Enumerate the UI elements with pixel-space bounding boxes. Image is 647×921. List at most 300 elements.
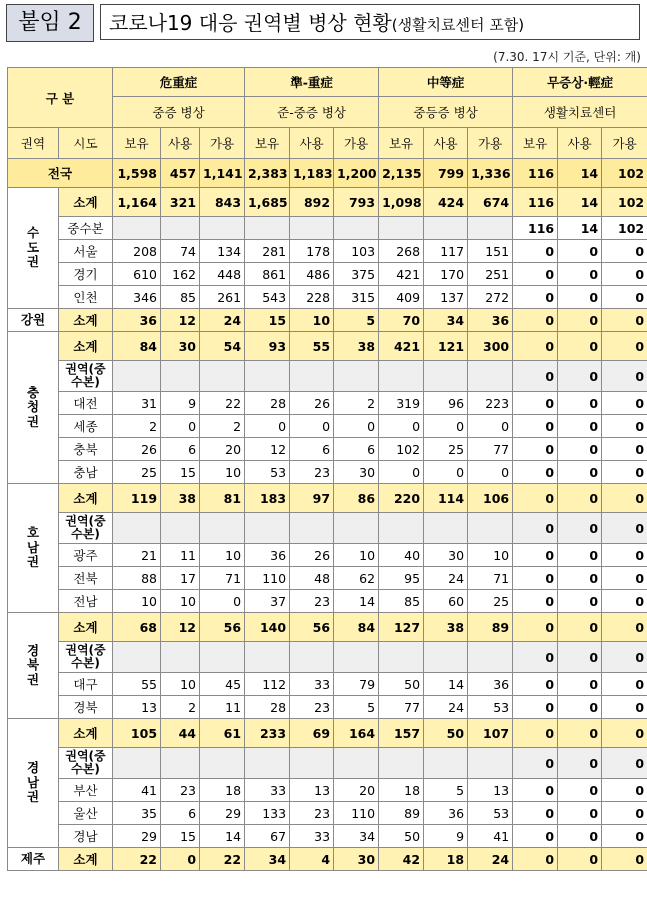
value-cell: 0 bbox=[558, 286, 602, 309]
value-cell: 0 bbox=[245, 415, 290, 438]
value-cell: 18 bbox=[424, 848, 468, 871]
value-cell: 30 bbox=[334, 848, 379, 871]
sido-label: 소계 bbox=[59, 309, 113, 332]
title-sub: (생활치료센터 포함) bbox=[391, 16, 525, 34]
value-cell: 5 bbox=[334, 309, 379, 332]
value-cell: 24 bbox=[424, 567, 468, 590]
value-cell: 54 bbox=[200, 332, 245, 361]
value-cell: 50 bbox=[424, 719, 468, 748]
value-cell: 0 bbox=[558, 309, 602, 332]
region-name: 충청권 bbox=[26, 384, 40, 429]
value-cell: 157 bbox=[379, 719, 424, 748]
value-cell: 0 bbox=[513, 309, 558, 332]
value-cell: 223 bbox=[468, 392, 513, 415]
value-cell: 23 bbox=[290, 590, 334, 613]
value-cell: 0 bbox=[602, 748, 647, 779]
value-cell: 55 bbox=[113, 673, 161, 696]
value-cell: 0 bbox=[513, 590, 558, 613]
value-cell: 35 bbox=[113, 802, 161, 825]
value-cell: 0 bbox=[513, 332, 558, 361]
value-cell: 0 bbox=[558, 613, 602, 642]
value-cell: 251 bbox=[468, 263, 513, 286]
value-cell: 843 bbox=[200, 188, 245, 217]
value-cell: 20 bbox=[200, 438, 245, 461]
value-cell bbox=[379, 513, 424, 544]
value-cell bbox=[245, 513, 290, 544]
value-cell: 105 bbox=[113, 719, 161, 748]
value-cell: 14 bbox=[334, 590, 379, 613]
value-cell: 0 bbox=[558, 438, 602, 461]
metric-header: 가용 bbox=[602, 128, 647, 159]
value-cell: 79 bbox=[334, 673, 379, 696]
value-cell: 110 bbox=[334, 802, 379, 825]
metric-header: 보유 bbox=[245, 128, 290, 159]
value-cell: 0 bbox=[558, 779, 602, 802]
table-row bbox=[8, 748, 647, 779]
value-cell bbox=[379, 361, 424, 392]
value-cell: 268 bbox=[379, 240, 424, 263]
sido-label: 세종 bbox=[59, 415, 113, 438]
value-cell: 272 bbox=[468, 286, 513, 309]
value-cell bbox=[161, 642, 200, 673]
sido-label: 소계 bbox=[59, 332, 113, 361]
value-cell: 50 bbox=[379, 825, 424, 848]
region-name: 경북권 bbox=[26, 642, 40, 687]
value-cell bbox=[424, 748, 468, 779]
value-cell: 22 bbox=[200, 392, 245, 415]
value-cell bbox=[200, 748, 245, 779]
value-cell: 0 bbox=[602, 567, 647, 590]
value-cell: 134 bbox=[200, 240, 245, 263]
value-cell: 220 bbox=[379, 484, 424, 513]
value-cell: 6 bbox=[161, 802, 200, 825]
value-cell: 0 bbox=[558, 567, 602, 590]
value-cell: 0 bbox=[513, 392, 558, 415]
value-cell: 71 bbox=[200, 567, 245, 590]
value-cell: 10 bbox=[200, 461, 245, 484]
value-cell: 26 bbox=[290, 392, 334, 415]
table-row bbox=[8, 802, 647, 825]
sido-label: 광주 bbox=[59, 544, 113, 567]
metric-header: 사용 bbox=[424, 128, 468, 159]
value-cell: 26 bbox=[290, 544, 334, 567]
value-cell: 0 bbox=[602, 415, 647, 438]
value-cell bbox=[290, 748, 334, 779]
value-cell: 25 bbox=[113, 461, 161, 484]
value-cell: 0 bbox=[424, 461, 468, 484]
metric-header: 보유 bbox=[113, 128, 161, 159]
value-cell: 457 bbox=[161, 159, 200, 188]
value-cell bbox=[468, 361, 513, 392]
value-cell: 0 bbox=[602, 590, 647, 613]
value-cell: 33 bbox=[245, 779, 290, 802]
value-cell: 14 bbox=[200, 825, 245, 848]
value-cell: 17 bbox=[161, 567, 200, 590]
value-cell: 892 bbox=[290, 188, 334, 217]
value-cell: 95 bbox=[379, 567, 424, 590]
sido-label: 서울 bbox=[59, 240, 113, 263]
value-cell: 2 bbox=[334, 392, 379, 415]
value-cell: 89 bbox=[379, 802, 424, 825]
table-row bbox=[8, 590, 647, 613]
table-row bbox=[8, 361, 647, 392]
value-cell: 9 bbox=[424, 825, 468, 848]
value-cell: 0 bbox=[558, 825, 602, 848]
value-cell bbox=[161, 361, 200, 392]
region-label bbox=[8, 719, 59, 848]
value-cell: 50 bbox=[379, 673, 424, 696]
value-cell: 61 bbox=[200, 719, 245, 748]
value-cell: 0 bbox=[513, 567, 558, 590]
value-cell: 10 bbox=[200, 544, 245, 567]
value-cell: 1,685 bbox=[245, 188, 290, 217]
value-cell: 70 bbox=[379, 309, 424, 332]
value-cell: 1,141 bbox=[200, 159, 245, 188]
value-cell bbox=[200, 513, 245, 544]
value-cell: 2,135 bbox=[379, 159, 424, 188]
sido-label: 소계 bbox=[59, 848, 113, 871]
table-row bbox=[8, 696, 647, 719]
value-cell: 30 bbox=[424, 544, 468, 567]
value-cell: 127 bbox=[379, 613, 424, 642]
value-cell: 102 bbox=[379, 438, 424, 461]
value-cell: 861 bbox=[245, 263, 290, 286]
value-cell: 0 bbox=[558, 461, 602, 484]
value-cell: 81 bbox=[200, 484, 245, 513]
value-cell: 321 bbox=[161, 188, 200, 217]
value-cell bbox=[161, 217, 200, 240]
value-cell: 0 bbox=[290, 415, 334, 438]
sido-label: 충북 bbox=[59, 438, 113, 461]
region-header: 권역 bbox=[8, 128, 59, 159]
value-cell: 102 bbox=[602, 159, 647, 188]
value-cell bbox=[424, 642, 468, 673]
value-cell: 23 bbox=[290, 461, 334, 484]
value-cell: 183 bbox=[245, 484, 290, 513]
value-cell: 77 bbox=[468, 438, 513, 461]
sido-label: 권역(중수본) bbox=[59, 513, 113, 544]
group-name-4: 생활치료센터 bbox=[513, 97, 647, 128]
value-cell: 162 bbox=[161, 263, 200, 286]
region-label bbox=[8, 613, 59, 719]
value-cell: 56 bbox=[200, 613, 245, 642]
value-cell: 0 bbox=[602, 361, 647, 392]
value-cell: 60 bbox=[424, 590, 468, 613]
value-cell: 0 bbox=[602, 613, 647, 642]
value-cell: 110 bbox=[245, 567, 290, 590]
value-cell: 69 bbox=[290, 719, 334, 748]
value-cell: 315 bbox=[334, 286, 379, 309]
value-cell: 0 bbox=[513, 642, 558, 673]
sido-label: 대구 bbox=[59, 673, 113, 696]
value-cell: 0 bbox=[513, 613, 558, 642]
value-cell: 0 bbox=[468, 461, 513, 484]
value-cell: 674 bbox=[468, 188, 513, 217]
value-cell: 53 bbox=[245, 461, 290, 484]
value-cell: 421 bbox=[379, 263, 424, 286]
value-cell bbox=[200, 642, 245, 673]
value-cell: 34 bbox=[245, 848, 290, 871]
table-row bbox=[8, 415, 647, 438]
value-cell: 140 bbox=[245, 613, 290, 642]
value-cell: 44 bbox=[161, 719, 200, 748]
sido-header: 시도 bbox=[59, 128, 113, 159]
sido-label: 부산 bbox=[59, 779, 113, 802]
value-cell: 116 bbox=[513, 217, 558, 240]
value-cell: 0 bbox=[558, 848, 602, 871]
table-row bbox=[8, 240, 647, 263]
value-cell: 0 bbox=[602, 696, 647, 719]
value-cell: 10 bbox=[161, 673, 200, 696]
value-cell: 151 bbox=[468, 240, 513, 263]
value-cell bbox=[424, 361, 468, 392]
value-cell: 18 bbox=[379, 779, 424, 802]
value-cell: 34 bbox=[334, 825, 379, 848]
value-cell: 33 bbox=[290, 673, 334, 696]
sido-label: 경남 bbox=[59, 825, 113, 848]
value-cell: 0 bbox=[558, 719, 602, 748]
value-cell bbox=[424, 217, 468, 240]
value-cell: 116 bbox=[513, 188, 558, 217]
value-cell: 0 bbox=[513, 461, 558, 484]
table-row bbox=[8, 263, 647, 286]
value-cell: 178 bbox=[290, 240, 334, 263]
sido-label: 소계 bbox=[59, 484, 113, 513]
value-cell: 88 bbox=[113, 567, 161, 590]
value-cell: 15 bbox=[245, 309, 290, 332]
value-cell: 117 bbox=[424, 240, 468, 263]
value-cell: 84 bbox=[113, 332, 161, 361]
value-cell: 0 bbox=[602, 848, 647, 871]
value-cell: 23 bbox=[290, 696, 334, 719]
sido-label: 소계 bbox=[59, 719, 113, 748]
table-row bbox=[8, 286, 647, 309]
sido-label: 경기 bbox=[59, 263, 113, 286]
doc-title bbox=[100, 4, 640, 40]
value-cell: 793 bbox=[334, 188, 379, 217]
value-cell: 40 bbox=[379, 544, 424, 567]
value-cell: 300 bbox=[468, 332, 513, 361]
value-cell: 15 bbox=[161, 461, 200, 484]
value-cell: 281 bbox=[245, 240, 290, 263]
value-cell bbox=[334, 513, 379, 544]
value-cell: 2,383 bbox=[245, 159, 290, 188]
metric-header: 사용 bbox=[290, 128, 334, 159]
value-cell bbox=[161, 748, 200, 779]
value-cell: 233 bbox=[245, 719, 290, 748]
table-row bbox=[8, 159, 647, 188]
value-cell: 89 bbox=[468, 613, 513, 642]
value-cell: 84 bbox=[334, 613, 379, 642]
value-cell: 2 bbox=[113, 415, 161, 438]
value-cell: 29 bbox=[200, 802, 245, 825]
metric-header: 사용 bbox=[558, 128, 602, 159]
value-cell: 37 bbox=[245, 590, 290, 613]
value-cell: 23 bbox=[161, 779, 200, 802]
table-row bbox=[8, 567, 647, 590]
value-cell: 0 bbox=[602, 461, 647, 484]
value-cell: 0 bbox=[558, 392, 602, 415]
value-cell: 0 bbox=[513, 513, 558, 544]
value-cell: 0 bbox=[513, 802, 558, 825]
value-cell bbox=[113, 642, 161, 673]
metric-header: 사용 bbox=[161, 128, 200, 159]
value-cell: 121 bbox=[424, 332, 468, 361]
value-cell bbox=[379, 217, 424, 240]
value-cell bbox=[245, 217, 290, 240]
value-cell: 0 bbox=[602, 825, 647, 848]
value-cell: 36 bbox=[424, 802, 468, 825]
value-cell: 0 bbox=[558, 590, 602, 613]
value-cell: 0 bbox=[513, 544, 558, 567]
value-cell: 0 bbox=[602, 779, 647, 802]
value-cell: 0 bbox=[200, 590, 245, 613]
value-cell: 97 bbox=[290, 484, 334, 513]
value-cell: 25 bbox=[468, 590, 513, 613]
value-cell: 6 bbox=[161, 438, 200, 461]
table-row bbox=[8, 188, 647, 217]
value-cell: 0 bbox=[513, 848, 558, 871]
value-cell: 0 bbox=[558, 240, 602, 263]
value-cell: 0 bbox=[602, 802, 647, 825]
value-cell: 30 bbox=[161, 332, 200, 361]
value-cell: 12 bbox=[161, 613, 200, 642]
sido-label: 경북 bbox=[59, 696, 113, 719]
table-row bbox=[8, 779, 647, 802]
value-cell: 36 bbox=[113, 309, 161, 332]
value-cell: 0 bbox=[602, 286, 647, 309]
metric-header: 보유 bbox=[513, 128, 558, 159]
metric-header: 가용 bbox=[334, 128, 379, 159]
value-cell: 409 bbox=[379, 286, 424, 309]
sido-label: 권역(중수본) bbox=[59, 642, 113, 673]
value-cell: 0 bbox=[558, 802, 602, 825]
value-cell: 85 bbox=[379, 590, 424, 613]
value-cell: 2 bbox=[200, 415, 245, 438]
value-cell bbox=[113, 217, 161, 240]
value-cell: 86 bbox=[334, 484, 379, 513]
region-name: 강원 bbox=[20, 311, 46, 327]
row-label-national: 전국 bbox=[8, 159, 113, 188]
value-cell: 53 bbox=[468, 802, 513, 825]
value-cell: 0 bbox=[558, 748, 602, 779]
value-cell: 24 bbox=[200, 309, 245, 332]
table-row bbox=[8, 642, 647, 673]
value-cell: 11 bbox=[200, 696, 245, 719]
value-cell bbox=[113, 361, 161, 392]
value-cell: 0 bbox=[161, 848, 200, 871]
value-cell: 14 bbox=[558, 159, 602, 188]
value-cell: 0 bbox=[602, 392, 647, 415]
value-cell: 610 bbox=[113, 263, 161, 286]
value-cell: 0 bbox=[558, 544, 602, 567]
group-name-3: 중등증 병상 bbox=[379, 97, 513, 128]
value-cell bbox=[334, 748, 379, 779]
value-cell: 0 bbox=[602, 309, 647, 332]
value-cell: 85 bbox=[161, 286, 200, 309]
value-cell: 375 bbox=[334, 263, 379, 286]
sido-label: 권역(중수본) bbox=[59, 748, 113, 779]
bed-status-table bbox=[7, 67, 647, 871]
value-cell: 137 bbox=[424, 286, 468, 309]
value-cell: 543 bbox=[245, 286, 290, 309]
value-cell: 0 bbox=[558, 484, 602, 513]
value-cell: 0 bbox=[513, 673, 558, 696]
value-cell: 38 bbox=[334, 332, 379, 361]
value-cell: 228 bbox=[290, 286, 334, 309]
value-cell: 25 bbox=[424, 438, 468, 461]
value-cell: 0 bbox=[558, 361, 602, 392]
value-cell: 13 bbox=[113, 696, 161, 719]
sido-label: 울산 bbox=[59, 802, 113, 825]
value-cell bbox=[379, 748, 424, 779]
value-cell: 6 bbox=[290, 438, 334, 461]
value-cell: 170 bbox=[424, 263, 468, 286]
table-row bbox=[8, 513, 647, 544]
value-cell bbox=[424, 513, 468, 544]
sido-label: 대전 bbox=[59, 392, 113, 415]
value-cell: 0 bbox=[558, 642, 602, 673]
value-cell: 116 bbox=[513, 159, 558, 188]
value-cell: 0 bbox=[602, 240, 647, 263]
value-cell bbox=[334, 642, 379, 673]
value-cell bbox=[200, 217, 245, 240]
value-cell: 0 bbox=[558, 332, 602, 361]
group-hanja-1: 危重症 bbox=[113, 68, 245, 97]
region-name: 제주 bbox=[20, 850, 46, 866]
value-cell: 448 bbox=[200, 263, 245, 286]
value-cell: 0 bbox=[602, 263, 647, 286]
table-row bbox=[8, 673, 647, 696]
region-label bbox=[8, 332, 59, 484]
value-cell: 34 bbox=[424, 309, 468, 332]
value-cell: 0 bbox=[602, 642, 647, 673]
metric-header: 가용 bbox=[468, 128, 513, 159]
value-cell: 71 bbox=[468, 567, 513, 590]
value-cell: 0 bbox=[602, 332, 647, 361]
value-cell: 10 bbox=[113, 590, 161, 613]
value-cell: 33 bbox=[290, 825, 334, 848]
value-cell: 62 bbox=[334, 567, 379, 590]
value-cell bbox=[161, 513, 200, 544]
doc-header bbox=[6, 4, 642, 42]
value-cell: 12 bbox=[161, 309, 200, 332]
value-cell: 0 bbox=[513, 438, 558, 461]
value-cell: 29 bbox=[113, 825, 161, 848]
table-row bbox=[8, 848, 647, 871]
value-cell: 0 bbox=[558, 415, 602, 438]
value-cell: 102 bbox=[602, 188, 647, 217]
value-cell: 103 bbox=[334, 240, 379, 263]
value-cell: 0 bbox=[558, 513, 602, 544]
value-cell: 28 bbox=[245, 392, 290, 415]
value-cell: 96 bbox=[424, 392, 468, 415]
value-cell: 14 bbox=[424, 673, 468, 696]
value-cell: 133 bbox=[245, 802, 290, 825]
value-cell: 261 bbox=[200, 286, 245, 309]
value-cell: 22 bbox=[113, 848, 161, 871]
value-cell: 0 bbox=[513, 696, 558, 719]
value-cell: 4 bbox=[290, 848, 334, 871]
value-cell: 0 bbox=[602, 673, 647, 696]
table-row bbox=[8, 217, 647, 240]
region-name: 수도권 bbox=[26, 225, 40, 270]
value-cell: 0 bbox=[558, 673, 602, 696]
value-cell: 1,598 bbox=[113, 159, 161, 188]
group-hanja-4: 무증상·輕症 bbox=[513, 68, 647, 97]
value-cell: 0 bbox=[602, 484, 647, 513]
value-cell: 93 bbox=[245, 332, 290, 361]
